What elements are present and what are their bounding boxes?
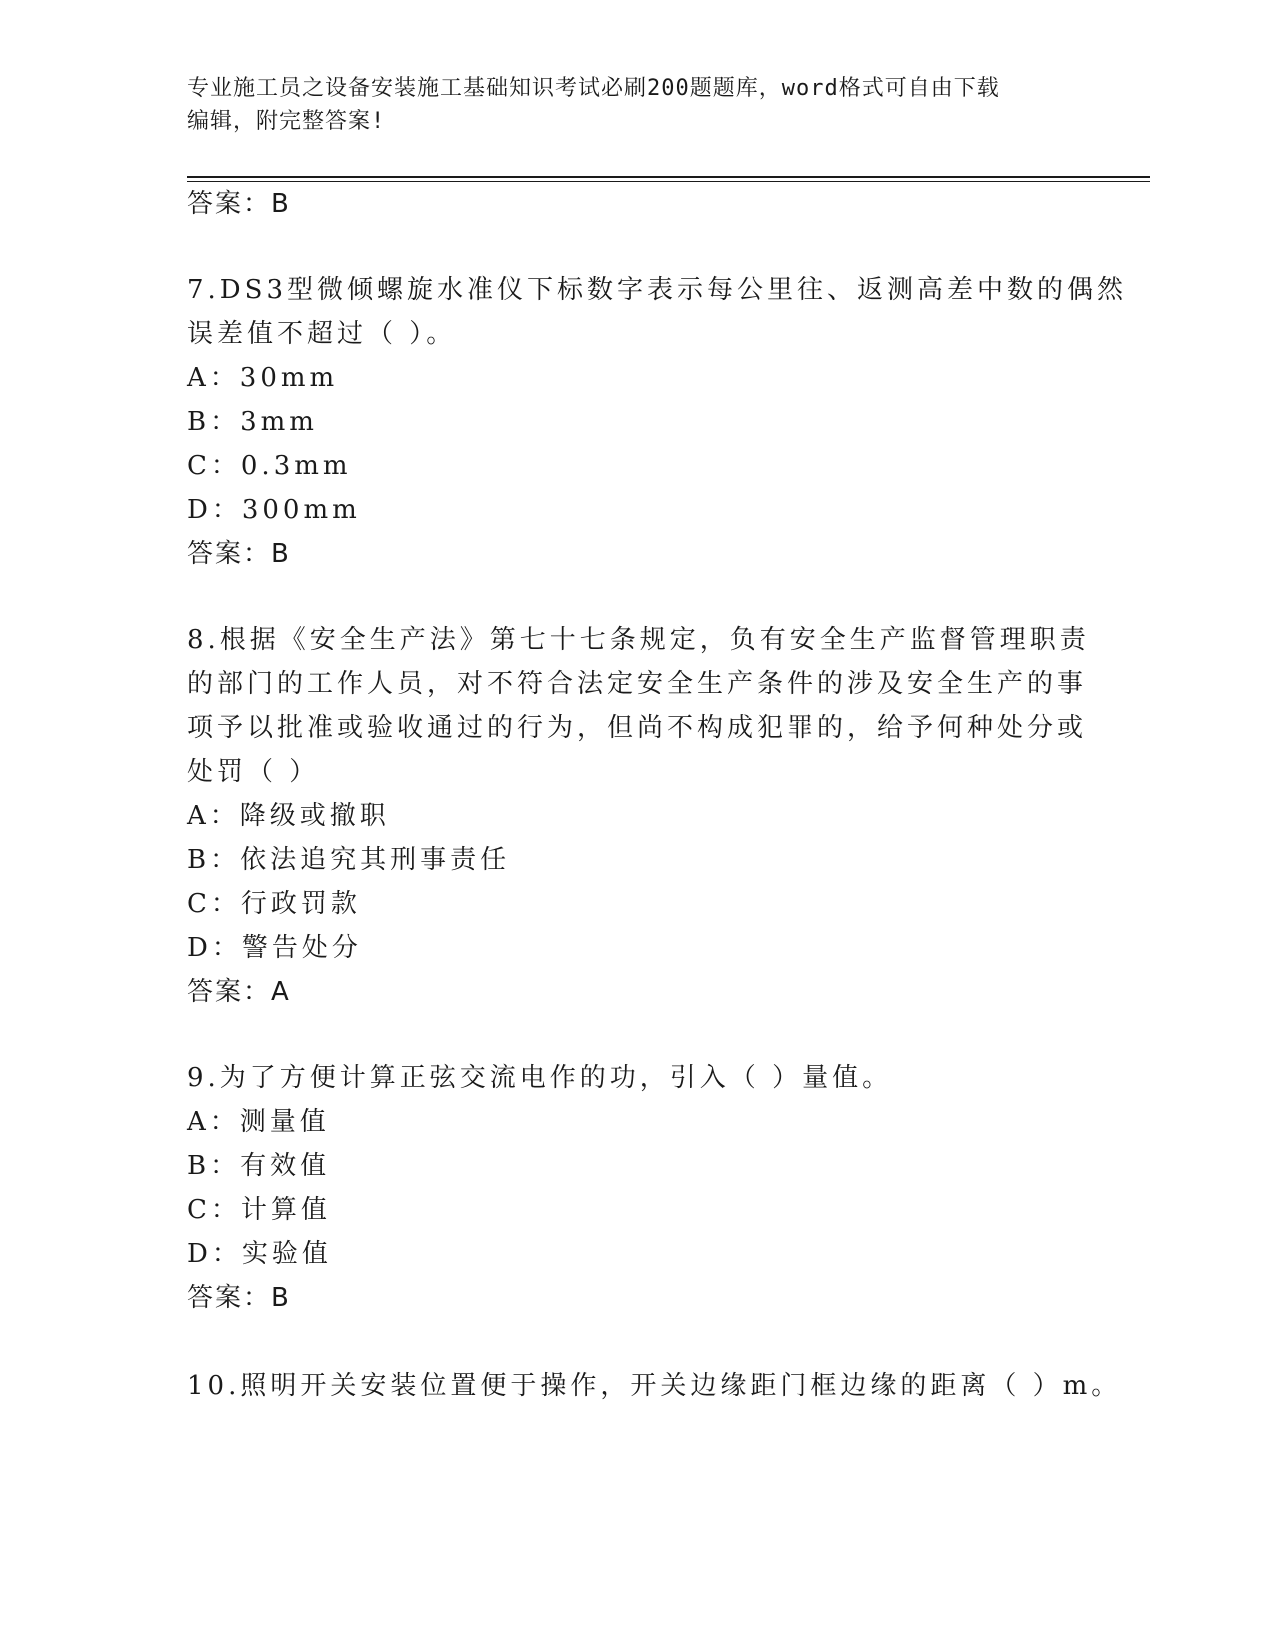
q9-option-d: D：实验值 [187, 1239, 332, 1269]
q8-stem-line-3: 项予以批准或验收通过的行为，但尚不构成犯罪的，给予何种处分或 [187, 713, 1088, 743]
q8-stem-line-4: 处罚（ ） [187, 757, 320, 787]
answer-q8: 答案：A [187, 977, 291, 1007]
answer-q7: 答案：B [187, 539, 291, 569]
q8-stem-line-2: 的部门的工作人员，对不符合法定安全生产条件的涉及安全生产的事 [187, 669, 1088, 699]
q7-option-d: D：300mm [187, 495, 361, 525]
q8-option-a: A：降级或撤职 [187, 801, 390, 831]
q9-option-c: C：计算值 [187, 1195, 331, 1225]
header-rule-thin [187, 181, 1150, 182]
q7-stem-line-1: 7.DS3型微倾螺旋水准仪下标数字表示每公里往、返测高差中数的偶然 [187, 275, 1128, 305]
q7-option-a: A：30mm [187, 363, 339, 393]
document-header [187, 72, 1067, 138]
answer-q9: 答案：B [187, 1283, 291, 1313]
q8-option-b: B：依法追究其刑事责任 [187, 845, 511, 875]
answer-q6: 答案：B [187, 189, 291, 219]
header-rule-thick [187, 176, 1150, 178]
q8-option-c: C：行政罚款 [187, 889, 361, 919]
q7-stem-line-2: 误差值不超过（ ）。 [187, 319, 457, 349]
q8-stem-line-1: 8.根据《安全生产法》第七十七条规定，负有安全生产监督管理职责 [187, 625, 1090, 655]
q9-option-a: A：测量值 [187, 1107, 330, 1137]
q8-option-d: D：警告处分 [187, 933, 362, 963]
q9-stem-line-1: 9.为了方便计算正弦交流电作的功，引入（ ）量值。 [187, 1063, 893, 1093]
q10-stem-line-1: 10.照明开关安装位置便于操作，开关边缘距门框边缘的距离（ ）m。 [187, 1371, 1122, 1401]
q7-option-b: B：3mm [187, 407, 318, 437]
q7-option-c: C：0.3mm [187, 451, 352, 481]
q9-option-b: B：有效值 [187, 1151, 331, 1181]
header-line-1: 专业施工员之设备安装施工基础知识考试必刷200题题库，word格式可自由下载 [187, 76, 1000, 101]
header-line-2: 编辑，附完整答案! [187, 109, 386, 134]
